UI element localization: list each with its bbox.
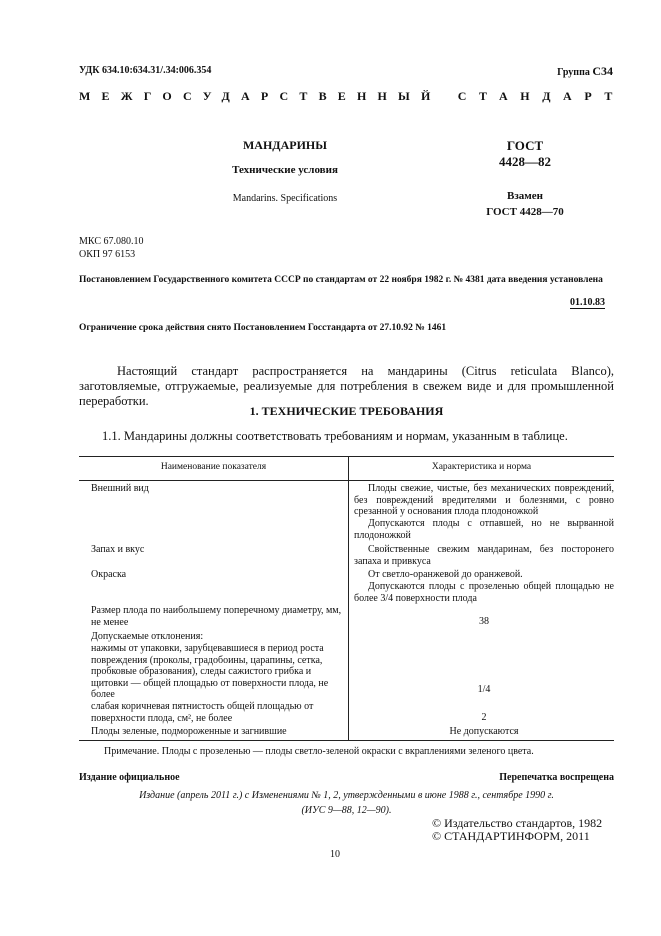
ius-info: (ИУС 9—88, 12—90).: [301, 805, 392, 816]
intro-paragraph: Настоящий стандарт распространяется на мандарины (Citrus reticulata Blanco), заготовляемые, отгружаемые, реализуемые для потребления в свежем виде и для промышленной переработки.: [79, 364, 614, 408]
table-row-name-extra: нажимы от упаковки, зарубцевавшиеся в период роста повреждения (проколы, градобоины, царапины, сетка, пробковые образования), следы сажистого грибка и щитовки — общей площадью от поверхности плода, не более: [91, 643, 329, 700]
banner-word-standard: СТАНДАРТ: [457, 89, 625, 103]
validity-limit-text: Ограничение срока действия снято Постановлением Госстандарта от 27.10.92 № 1461: [79, 323, 447, 333]
table-col-name: Наименование показателя: [160, 462, 267, 472]
page-number: 10: [330, 849, 340, 860]
document-title: МАНДАРИНЫ: [242, 138, 328, 152]
banner-word-interstate: МЕЖГОСУДАРСТВЕННЫЙ: [79, 89, 442, 103]
okp-code: ОКП 97 6153: [79, 249, 136, 260]
replaces-label: Взамен: [507, 190, 543, 202]
section-heading: 1. ТЕХНИЧЕСКИЕ ТРЕБОВАНИЯ: [249, 404, 444, 418]
table-row-name: Размер плода по наибольшему поперечному диаметру, мм, не менее: [91, 605, 342, 628]
group-label: Группа: [557, 67, 590, 78]
table-row-value: От светло-оранжевой до оранжевой.: [368, 569, 523, 580]
table-row-value-extra: Допускаются плоды с отпавшей, но не вырванной плодоножкой: [354, 518, 614, 541]
copyright-1982: © Издательство стандартов, 1982: [432, 816, 603, 830]
edition-info: Издание (апрель 2011 г.) с Изменениями № 1, 2, утвержденными в июне 1988 г., сентябре 1990 г.: [139, 790, 554, 801]
table-row-name: Допускаемые отклонения:: [91, 631, 204, 642]
table-row-value: Не допускаются: [449, 726, 519, 737]
english-title: Mandarins. Specifications: [232, 193, 338, 204]
gost-number: 4428—82: [499, 154, 551, 169]
table-note: Примечание. Плоды с прозеленью — плоды светло-зеленой окраски с вкраплениями зеленого цвета.: [104, 746, 534, 757]
table-row-value: 2: [481, 712, 487, 723]
clause-1-1: 1.1. Мандарины должны соответствовать требованиям и нормам, указанным в таблице.: [102, 429, 568, 443]
introduction-date: 01.10.83: [570, 297, 605, 308]
table-row-name: слабая коричневая пятнистость общей площадью от поверхности плода, см², не более: [91, 701, 314, 724]
copyright-2011: © СТАНДАРТИНФОРМ, 2011: [432, 829, 590, 843]
table-column-divider: [348, 456, 349, 740]
table-row-value: Свойственные свежим мандаринам, без посторонего запаха и привкуса: [354, 544, 614, 567]
table-row-name: Запах и вкус: [91, 544, 145, 555]
decree-text: Постановлением Государственного комитета СССР по стандартам от 22 ноября 1982 г. № 4381 дата введения установлена: [79, 275, 603, 285]
gost-label: ГОСТ: [506, 138, 544, 153]
table-row-name: Внешний вид: [91, 483, 149, 494]
group-code: [557, 64, 613, 79]
table-bottom-border: [79, 740, 614, 741]
document-subtitle: Технические условия: [232, 164, 338, 176]
replaces-value: ГОСТ 4428—70: [486, 206, 564, 218]
udk-code: УДК 634.10:634.31/.34:006.354: [79, 65, 212, 76]
mks-code: МКС 67.080.10: [79, 236, 144, 247]
group-value: С34: [592, 64, 613, 78]
table-row-name: Плоды зеленые, подмороженные и загнившие: [91, 726, 287, 737]
table-row-value: 1/4: [477, 684, 491, 695]
table-row-value-extra: Допускаются плоды с прозеленью общей площадью не более 3/4 поверхности плода: [354, 581, 614, 604]
table-row-value: Плоды свежие, чистые, без механических повреждений, без повреждений вредителями и болезнями, с ровно срезанной у основания плода плодоножкой: [354, 483, 614, 517]
table-row-value: 38: [479, 616, 489, 627]
official-edition: Издание официальное: [79, 772, 180, 783]
reprint-prohibited: Перепечатка воспрещена: [499, 772, 614, 783]
table-row-name: Окраска: [91, 569, 127, 580]
standard-banner: [79, 89, 625, 104]
table-col-value: Характеристика и норма: [431, 462, 532, 472]
